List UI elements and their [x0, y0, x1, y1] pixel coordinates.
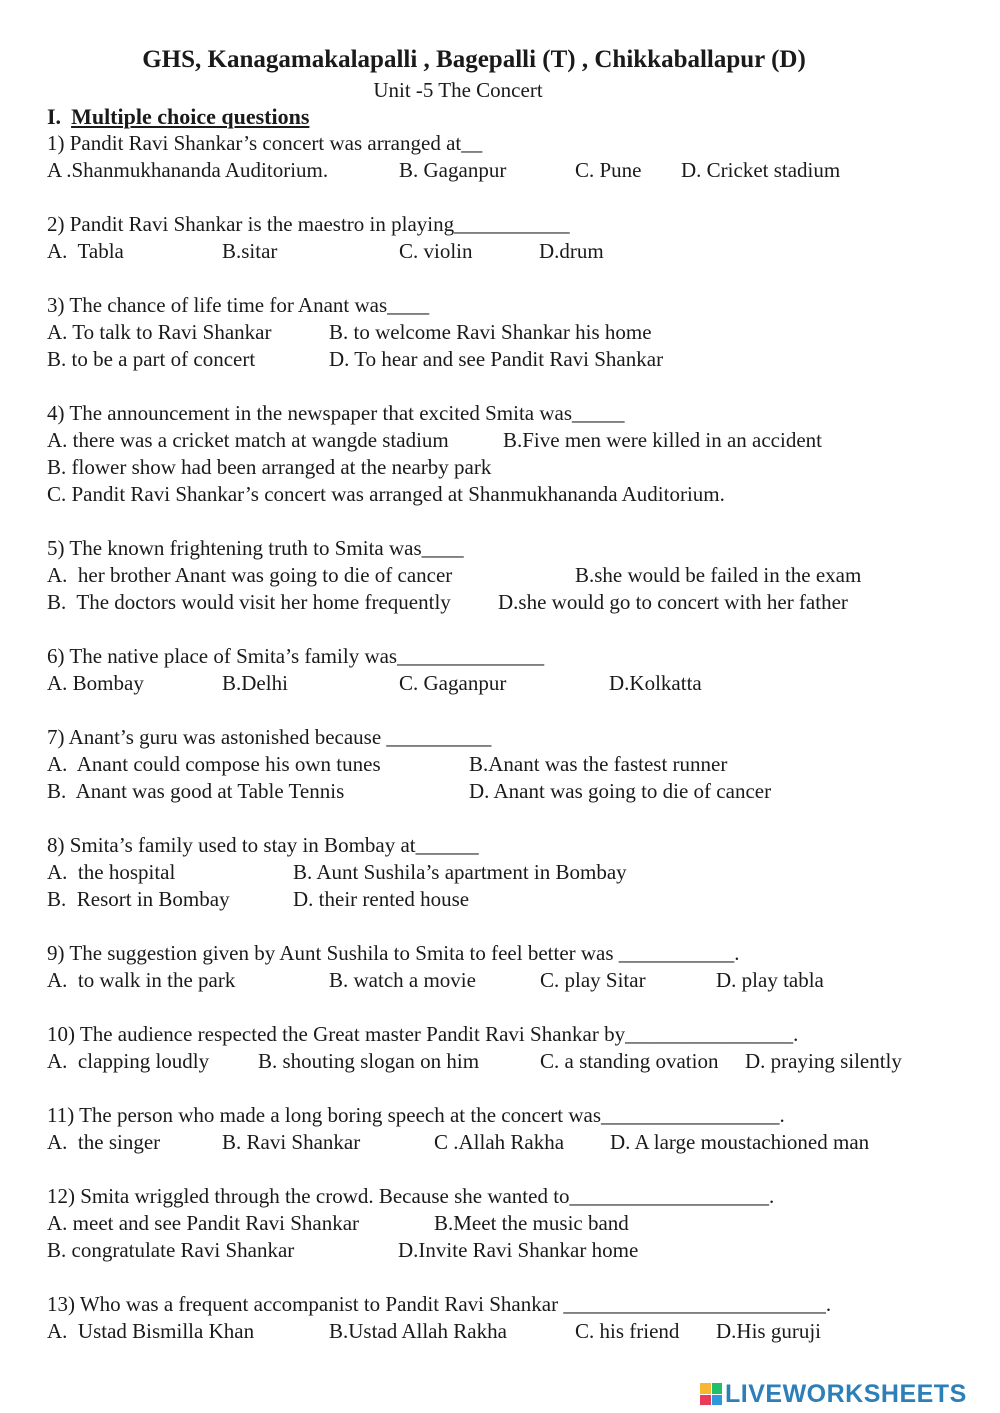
question-11-option: C .Allah Rakha [434, 1130, 565, 1154]
question-7-option: D. Anant was going to die of cancer [469, 779, 772, 803]
question-6-option: D.Kolkatta [609, 671, 702, 695]
question-3-text: 3) The chance of life time for Anant was____ [47, 293, 430, 317]
question-9-option: A. to walk in the park [47, 968, 236, 992]
question-2-option: B.sitar [222, 239, 278, 263]
question-1-option: D. Cricket stadium [681, 158, 841, 182]
question-13-text: 13) Who was a frequent accompanist to Pandit Ravi Shankar _________________________. [47, 1292, 832, 1316]
question-6-text: 6) The native place of Smita’s family was______________ [47, 644, 545, 668]
question-8-option: D. their rented house [293, 887, 470, 911]
question-7-option: B. Anant was good at Table Tennis [47, 779, 345, 803]
question-13-option: D.His guruji [716, 1319, 821, 1343]
question-3-option: B. to be a part of concert [47, 347, 256, 371]
question-12-option: B.Meet the music band [434, 1211, 629, 1235]
question-5-option: B. The doctors would visit her home frequently [47, 590, 451, 614]
question-2-option: A. Tabla [47, 239, 124, 263]
question-4-option: A. there was a cricket match at wangde stadium [47, 428, 449, 452]
question-9-option: D. play tabla [716, 968, 824, 992]
question-1-option: B. Gaganpur [399, 158, 507, 182]
question-10-option: D. praying silently [745, 1049, 902, 1073]
question-4-option: B.Five men were killed in an accident [503, 428, 822, 452]
question-6-option: A. Bombay [47, 671, 144, 695]
question-5-option: D.she would go to concert with her father [498, 590, 848, 614]
question-7-option: B.Anant was the fastest runner [469, 752, 728, 776]
question-7-option: A. Anant could compose his own tunes [47, 752, 381, 776]
section-heading [47, 104, 309, 130]
question-11-text: 11) The person who made a long boring speech at the concert was_________________. [47, 1103, 785, 1127]
question-13-option: C. his friend [575, 1319, 680, 1343]
question-3-option: A. To talk to Ravi Shankar [47, 320, 272, 344]
question-1-option: A .Shanmukhananda Auditorium. [47, 158, 329, 182]
question-8-option: B. Resort in Bombay [47, 887, 230, 911]
question-4-text: 4) The announcement in the newspaper that excited Smita was_____ [47, 401, 625, 425]
question-2-option: D.drum [539, 239, 604, 263]
question-8-text: 8) Smita’s family used to stay in Bombay at______ [47, 833, 479, 857]
question-12-text: 12) Smita wriggled through the crowd. Because she wanted to___________________. [47, 1184, 775, 1208]
question-6-option: B.Delhi [222, 671, 288, 695]
liveworksheets-logo [700, 1380, 967, 1408]
question-2-text: 2) Pandit Ravi Shankar is the maestro in playing___________ [47, 212, 570, 236]
question-10-option: B. shouting slogan on him [258, 1049, 480, 1073]
question-12-option: A. meet and see Pandit Ravi Shankar [47, 1211, 360, 1235]
question-5-text: 5) The known frightening truth to Smita was____ [47, 536, 464, 560]
question-4-option: B. flower show had been arranged at the nearby park [47, 455, 492, 479]
unit-subtitle: Unit -5 The Concert [373, 78, 543, 102]
question-10-text: 10) The audience respected the Great master Pandit Ravi Shankar by________________. [47, 1022, 799, 1046]
section-number: I. [47, 104, 62, 129]
question-1-option: C. Pune [575, 158, 642, 182]
question-10-option: C. a standing ovation [540, 1049, 719, 1073]
question-1-text: 1) Pandit Ravi Shankar’s concert was arranged at__ [47, 131, 483, 155]
question-9-text: 9) The suggestion given by Aunt Sushila to Smita to feel better was ___________. [47, 941, 740, 965]
question-10-option: A. clapping loudly [47, 1049, 210, 1073]
question-9-option: C. play Sitar [540, 968, 646, 992]
question-12-option: B. congratulate Ravi Shankar [47, 1238, 295, 1262]
question-11-option: A. the singer [47, 1130, 161, 1154]
liveworksheets-logo-icon [700, 1383, 722, 1405]
question-3-option: B. to welcome Ravi Shankar his home [329, 320, 652, 344]
question-5-option: A. her brother Anant was going to die of cancer [47, 563, 453, 587]
question-7-text: 7) Anant’s guru was astonished because __________ [47, 725, 492, 749]
question-5-option: B.she would be failed in the exam [575, 563, 862, 587]
question-11-option: B. Ravi Shankar [222, 1130, 361, 1154]
question-12-option: D.Invite Ravi Shankar home [398, 1238, 639, 1262]
question-3-option: D. To hear and see Pandit Ravi Shankar [329, 347, 664, 371]
question-8-option: B. Aunt Sushila’s apartment in Bombay [293, 860, 627, 884]
question-2-option: C. violin [399, 239, 473, 263]
question-4-option: C. Pandit Ravi Shankar’s concert was arranged at Shanmukhananda Auditorium. [47, 482, 725, 506]
question-6-option: C. Gaganpur [399, 671, 507, 695]
logo-text: LIVEWORKSHEETS [725, 1379, 967, 1408]
question-8-option: A. the hospital [47, 860, 176, 884]
question-11-option: D. A large moustachioned man [610, 1130, 870, 1154]
question-9-option: B. watch a movie [329, 968, 476, 992]
question-13-option: A. Ustad Bismilla Khan [47, 1319, 255, 1343]
page-title: GHS, Kanagamakalapalli , Bagepalli (T) , Chikkaballapur (D) [142, 46, 806, 73]
section-label: Multiple choice questions [71, 104, 310, 129]
question-13-option: B.Ustad Allah Rakha [329, 1319, 507, 1343]
